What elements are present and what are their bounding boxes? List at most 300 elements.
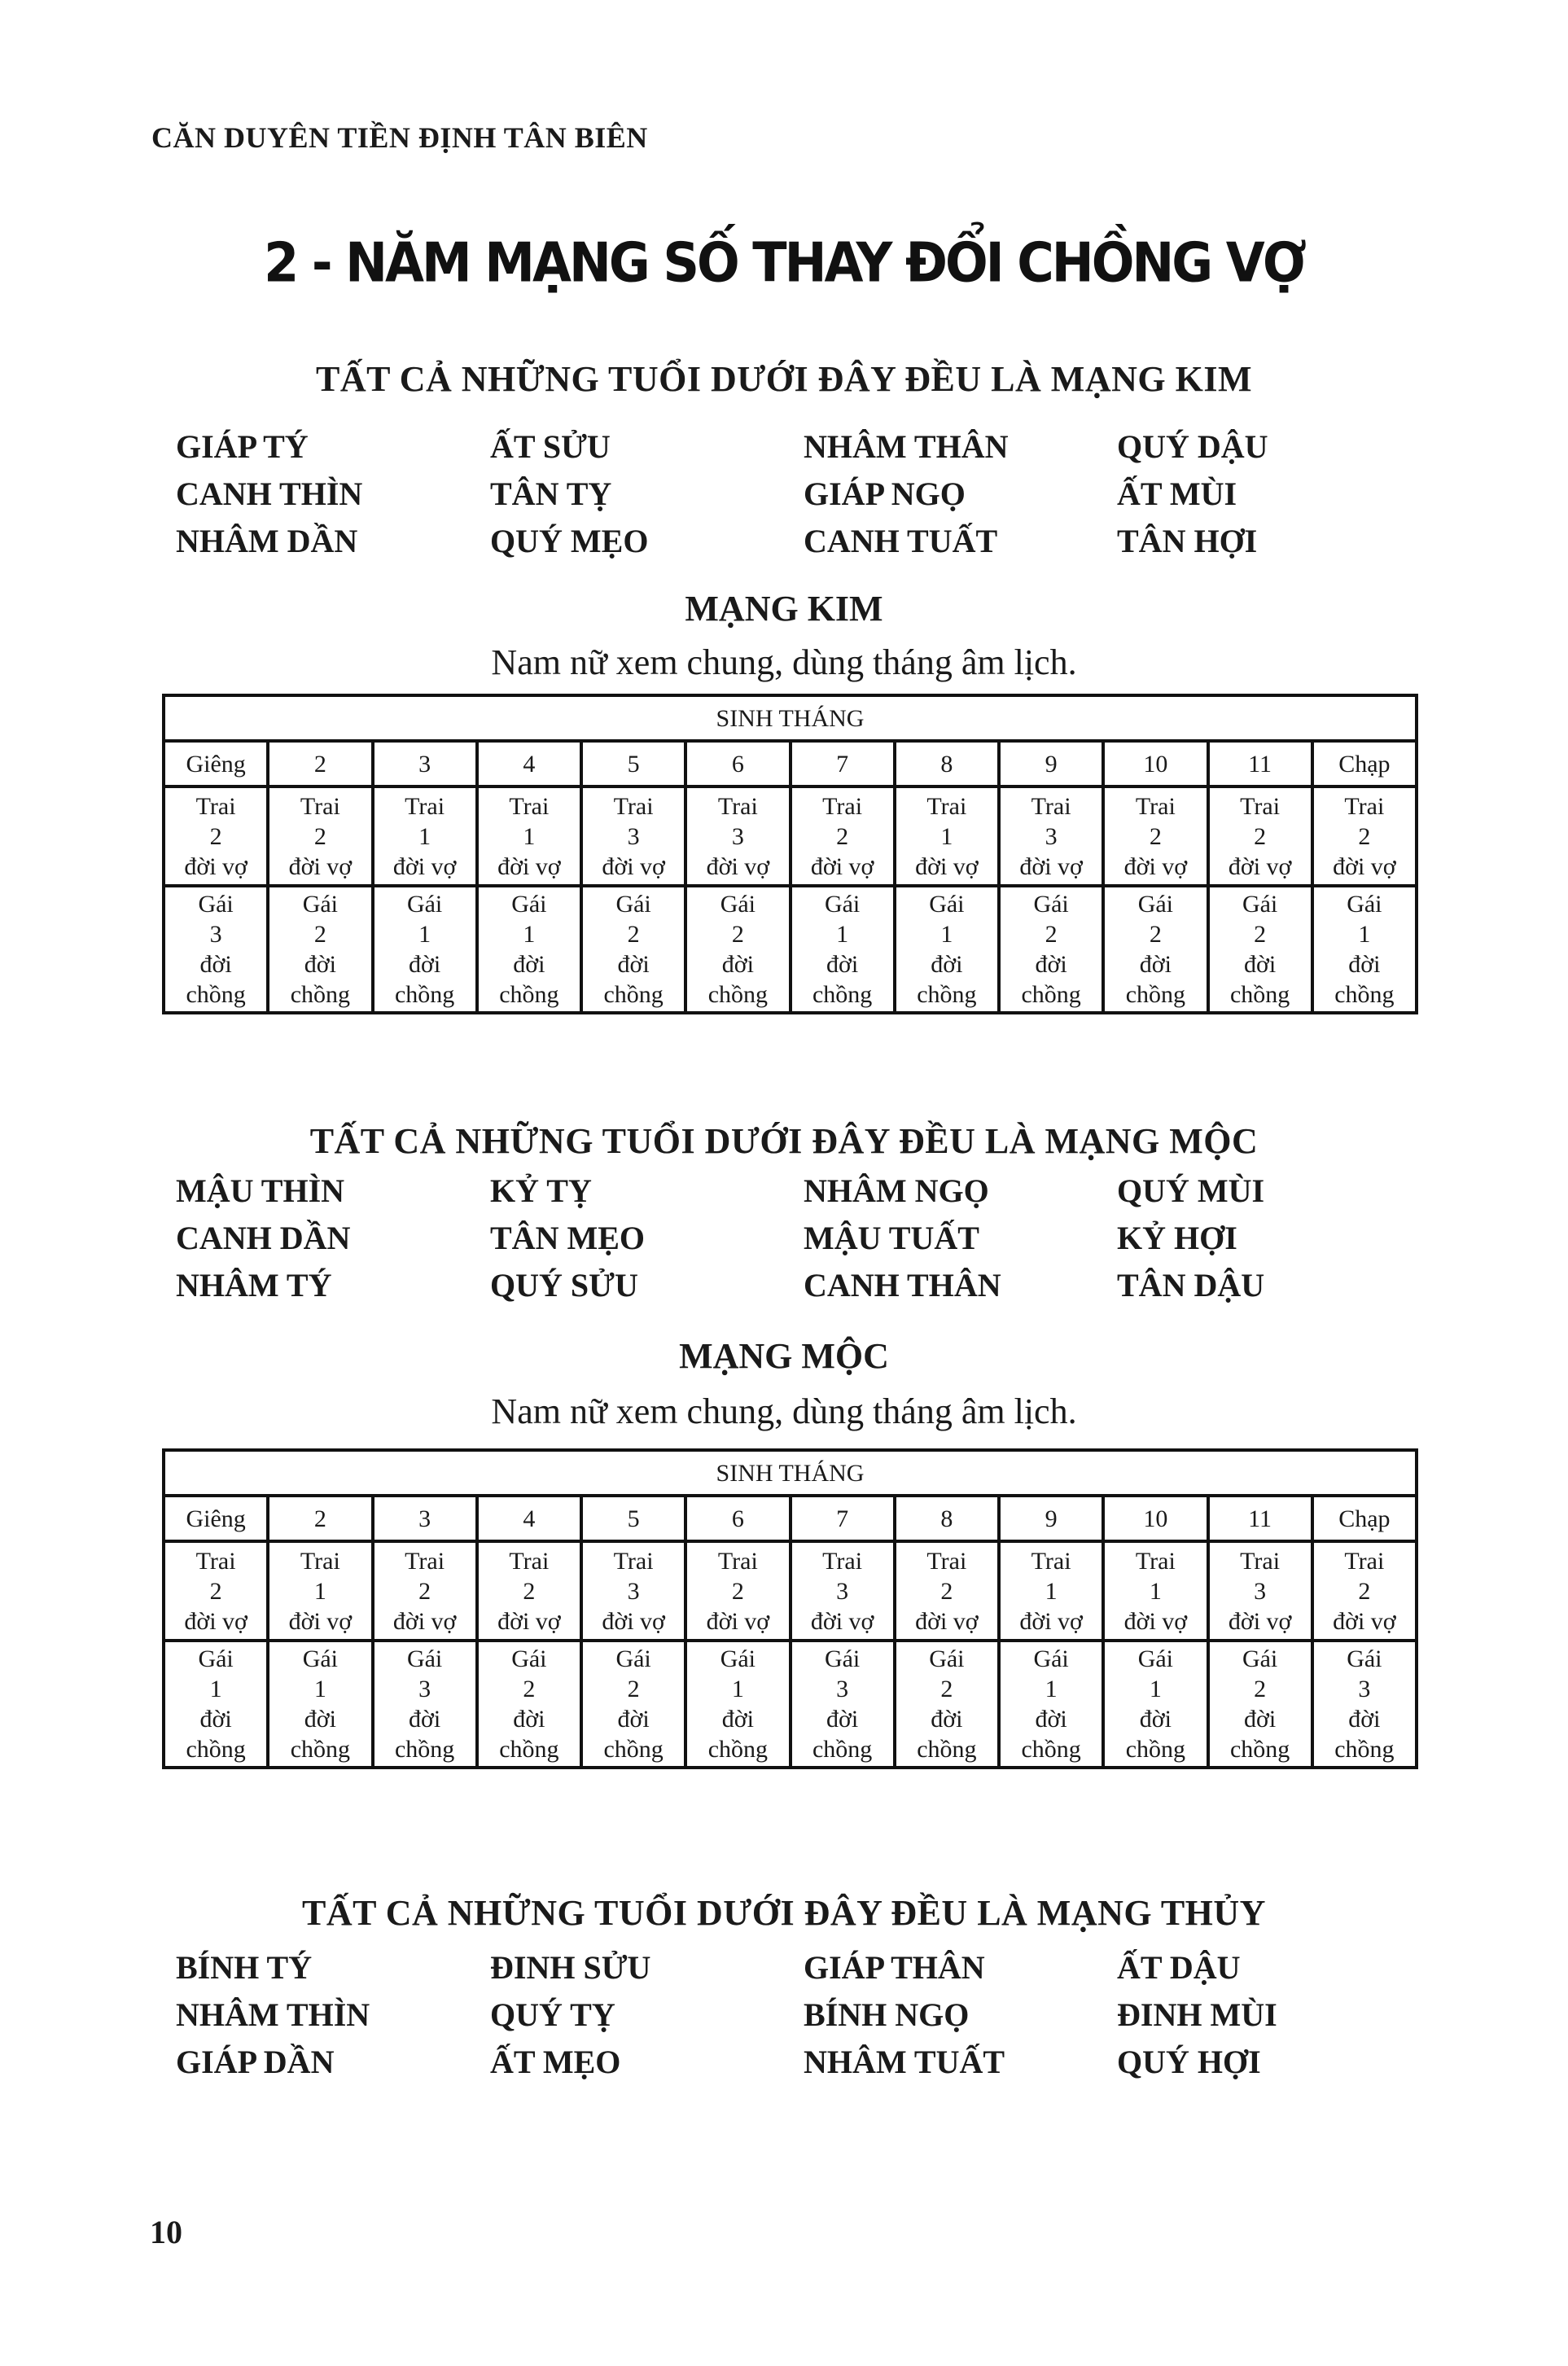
ages-row: [176, 427, 1446, 475]
husband-count: 2: [1254, 1676, 1267, 1702]
age-name: TÂN TỴ: [490, 475, 612, 512]
trai-cell: [164, 786, 268, 886]
age-name: NHÂM NGỌ: [804, 1172, 989, 1209]
gai-unit-2: chồng: [603, 1736, 664, 1763]
wife-count: 3: [731, 822, 744, 850]
husband-count: 1: [1358, 921, 1371, 948]
age-name: ẤT MẸO: [490, 2044, 621, 2080]
gai-cell: [1312, 1641, 1417, 1768]
husband-count: 1: [1045, 1676, 1058, 1702]
age-name: GIÁP TÝ: [176, 428, 309, 465]
gai-unit-1: đời: [1035, 1706, 1067, 1733]
age-name: BÍNH TÝ: [176, 1949, 313, 1986]
trai-label: Trai: [1135, 792, 1176, 820]
trai-unit: đời vợ: [1019, 1607, 1083, 1635]
ages-row: [176, 475, 1446, 522]
age-name: NHÂM TUẤT: [804, 2044, 1005, 2080]
trai-cell: [1312, 1541, 1417, 1641]
wife-count: 3: [836, 1577, 849, 1605]
age-name: TÂN DẬU: [1117, 1267, 1265, 1303]
gai-label: Gái: [1137, 1645, 1174, 1672]
month-cell: Giêng: [164, 741, 268, 786]
trai-unit: đời vợ: [1228, 852, 1292, 880]
month-cell: 9: [999, 1496, 1103, 1541]
sinh-thang-header: SINH THÁNG: [164, 695, 1417, 741]
months-row: [164, 1496, 1417, 1541]
trai-cell: [268, 786, 372, 886]
month-cell: 2: [268, 741, 372, 786]
gai-unit-2: chồng: [1125, 981, 1186, 1008]
sinh-thang-header: SINH THÁNG: [164, 1450, 1417, 1496]
gai-cell: [268, 1641, 372, 1768]
trai-label: Trai: [717, 1547, 758, 1575]
month-cell: 10: [1103, 1496, 1207, 1541]
age-name: TÂN MẸO: [490, 1220, 645, 1256]
gai-label: Gái: [824, 891, 861, 918]
wife-count: 2: [1254, 822, 1267, 850]
gai-label: Gái: [406, 891, 443, 918]
gai-cell: [895, 1641, 999, 1768]
husband-count: 2: [1149, 921, 1162, 948]
gai-unit-1: đời: [617, 1706, 650, 1733]
gai-cell: [581, 886, 685, 1013]
trai-unit: đời vợ: [1333, 852, 1396, 880]
age-name: ẤT SỬU: [490, 428, 611, 465]
wife-count: 2: [313, 822, 326, 850]
gai-unit-1: đời: [1348, 951, 1381, 978]
trai-label: Trai: [926, 1547, 967, 1575]
wife-count: 3: [1045, 822, 1058, 850]
husband-count: 2: [313, 921, 326, 948]
trai-unit: đời vợ: [602, 1607, 665, 1635]
gai-label: Gái: [198, 891, 234, 918]
ages-row: [176, 1948, 1446, 1996]
gai-unit-1: đời: [304, 951, 336, 978]
trai-label: Trai: [405, 1547, 445, 1575]
gai-unit-2: chồng: [1125, 1736, 1186, 1763]
trai-cell: [1312, 786, 1417, 886]
month-cell: 2: [268, 1496, 372, 1541]
gai-unit-1: đời: [199, 951, 232, 978]
month-cell: 3: [373, 741, 477, 786]
gai-unit-2: chồng: [917, 1736, 977, 1763]
gai-unit-1: đời: [826, 1706, 859, 1733]
trai-cell: [164, 1541, 268, 1641]
month-cell: Chạp: [1312, 741, 1417, 786]
month-cell: Chạp: [1312, 1496, 1417, 1541]
husband-count: 1: [1149, 1676, 1162, 1702]
month-cell: 11: [1208, 1496, 1312, 1541]
age-name: NHÂM THÂN: [804, 428, 1009, 465]
gai-unit-2: chồng: [812, 981, 873, 1008]
month-cell: 6: [685, 741, 790, 786]
wife-count: 1: [940, 822, 953, 850]
gai-label: Gái: [406, 1645, 443, 1672]
gai-cell: [895, 886, 999, 1013]
page-number: 10: [150, 2214, 182, 2250]
age-name: CANH THÂN: [804, 1267, 1001, 1303]
husband-count: 1: [313, 1676, 326, 1702]
table-subtitle-moc: Nam nữ xem chung, dùng tháng âm lịch.: [491, 1391, 1077, 1431]
trai-label: Trai: [509, 1547, 550, 1575]
wife-count: 2: [731, 1577, 744, 1605]
gai-unit-1: đời: [721, 951, 754, 978]
ages-row: [176, 1996, 1446, 2043]
trai-cell: [685, 1541, 790, 1641]
gai-cell: [268, 886, 372, 1013]
trai-unit: đời vợ: [1019, 852, 1083, 880]
trai-cell: [373, 786, 477, 886]
trai-cell: [1208, 786, 1312, 886]
age-name: QUÝ HỢI: [1117, 2044, 1261, 2080]
trai-unit: đời vợ: [288, 1607, 353, 1635]
age-name: NHÂM THÌN: [176, 1996, 370, 2033]
gai-unit-2: chồng: [707, 981, 769, 1008]
wife-count: 3: [1254, 1577, 1267, 1605]
gai-unit-2: chồng: [1334, 981, 1395, 1008]
age-name: BÍNH NGỌ: [804, 1996, 970, 2033]
age-name: KỶ TỴ: [490, 1172, 592, 1209]
gai-unit-1: đời: [513, 1706, 545, 1733]
trai-label: Trai: [822, 792, 863, 820]
trai-label: Trai: [195, 1547, 236, 1575]
gai-label: Gái: [1347, 1645, 1382, 1672]
trai-cell: [1103, 1541, 1207, 1641]
trai-cell: [895, 1541, 999, 1641]
trai-unit: đời vợ: [392, 852, 457, 880]
trai-label: Trai: [926, 792, 967, 820]
trai-cell: [1103, 786, 1207, 886]
wife-count: 2: [209, 822, 222, 850]
wife-count: 2: [418, 1577, 431, 1605]
trai-row: [164, 786, 1417, 886]
month-cell: 8: [895, 1496, 999, 1541]
gai-label: Gái: [511, 1645, 547, 1672]
month-cell: 5: [581, 741, 685, 786]
gai-unit-2: chồng: [186, 981, 246, 1008]
gai-cell: [791, 1641, 895, 1768]
trai-label: Trai: [1344, 1547, 1385, 1575]
gai-unit-1: đời: [1139, 951, 1172, 978]
trai-label: Trai: [613, 1547, 654, 1575]
gai-unit-1: đời: [721, 1706, 754, 1733]
gai-unit-1: đời: [931, 951, 963, 978]
trai-unit: đời vợ: [1123, 1607, 1188, 1635]
gai-unit-2: chồng: [1021, 1736, 1081, 1763]
age-name: CANH DẦN: [176, 1220, 351, 1256]
gai-unit-2: chồng: [1229, 981, 1290, 1008]
gai-unit-1: đời: [826, 951, 859, 978]
trai-cell: [477, 786, 581, 886]
wife-count: 2: [1358, 1577, 1371, 1605]
month-cell: 11: [1208, 741, 1312, 786]
age-name: ĐINH SỬU: [490, 1949, 651, 1986]
gai-cell: [164, 886, 268, 1013]
trai-cell: [581, 786, 685, 886]
gai-unit-2: chồng: [290, 1736, 351, 1763]
gai-label: Gái: [302, 891, 339, 918]
age-name: QUÝ MÙI: [1117, 1172, 1265, 1209]
month-cell: 4: [477, 741, 581, 786]
destiny-table-kim: [162, 694, 1418, 1014]
months-row: [164, 741, 1417, 786]
age-name: NHÂM DẦN: [176, 523, 358, 559]
gai-cell: [685, 886, 790, 1013]
gai-cell: [373, 1641, 477, 1768]
age-name: QUÝ MẸO: [490, 523, 649, 559]
gai-label: Gái: [1033, 1645, 1069, 1672]
chapter-title: 2 - NĂM MẠNG SỐ THAY ĐỔI CHỒNG VỢ: [264, 230, 1304, 295]
gai-label: Gái: [615, 891, 651, 918]
husband-count: 1: [731, 1676, 744, 1702]
gai-cell: [1208, 1641, 1312, 1768]
trai-cell: [373, 1541, 477, 1641]
section-heading-moc: TẤT CẢ NHỮNG TUỔI DƯỚI ĐÂY ĐỀU LÀ MẠNG MỘC: [309, 1121, 1259, 1161]
trai-unit: đời vợ: [915, 852, 979, 880]
husband-count: 2: [1045, 921, 1058, 948]
gai-unit-1: đời: [199, 1706, 232, 1733]
running-head: CĂN DUYÊN TIỀN ĐỊNH TÂN BIÊN: [151, 121, 648, 154]
trai-label: Trai: [300, 1547, 340, 1575]
gai-label: Gái: [824, 1645, 861, 1672]
wife-count: 1: [1045, 1577, 1058, 1605]
wife-count: 2: [1358, 822, 1371, 850]
trai-unit: đời vợ: [1123, 852, 1188, 880]
husband-count: 1: [836, 921, 849, 948]
gai-cell: [999, 886, 1103, 1013]
husband-count: 2: [627, 1676, 640, 1702]
gai-unit-1: đời: [1348, 1706, 1381, 1733]
trai-label: Trai: [300, 792, 340, 820]
age-name: MẬU TUẤT: [804, 1220, 979, 1256]
trai-unit: đời vợ: [497, 852, 561, 880]
trai-unit: đời vợ: [1228, 1607, 1292, 1635]
age-name: TÂN HỢI: [1117, 523, 1258, 559]
husband-count: 2: [731, 921, 744, 948]
gai-label: Gái: [615, 1645, 651, 1672]
gai-unit-2: chồng: [186, 1736, 246, 1763]
gai-unit-2: chồng: [1334, 1736, 1395, 1763]
gai-cell: [581, 1641, 685, 1768]
wife-count: 3: [627, 822, 640, 850]
section-heading-thuy: TẤT CẢ NHỮNG TUỔI DƯỚI ĐÂY ĐỀU LÀ MẠNG THỦY: [302, 1893, 1266, 1933]
trai-label: Trai: [1344, 792, 1385, 820]
gai-unit-2: chồng: [290, 981, 351, 1008]
trai-cell: [268, 1541, 372, 1641]
wife-count: 1: [1149, 1577, 1162, 1605]
gai-cell: [1208, 886, 1312, 1013]
table-title-kim: MẠNG KIM: [685, 589, 883, 629]
gai-unit-1: đời: [1139, 1706, 1172, 1733]
trai-cell: [895, 786, 999, 886]
husband-count: 1: [209, 1676, 222, 1702]
gai-unit-2: chồng: [394, 981, 455, 1008]
gai-label: Gái: [720, 891, 756, 918]
trai-unit: đời vợ: [706, 1607, 770, 1635]
gai-cell: [164, 1641, 268, 1768]
wife-count: 3: [627, 1577, 640, 1605]
trai-unit: đời vợ: [288, 852, 353, 880]
trai-cell: [999, 1541, 1103, 1641]
age-name: CANH THÌN: [176, 475, 363, 512]
table-title-moc: MẠNG MỘC: [679, 1336, 889, 1376]
table-subtitle-kim: Nam nữ xem chung, dùng tháng âm lịch.: [491, 642, 1077, 682]
husband-count: 2: [627, 921, 640, 948]
wife-count: 2: [1149, 822, 1162, 850]
age-name: NHÂM TÝ: [176, 1267, 332, 1303]
trai-row: [164, 1541, 1417, 1641]
age-name: KỶ HỢI: [1117, 1220, 1237, 1256]
ages-grid-thuy: [176, 1948, 1446, 2090]
month-cell: 5: [581, 1496, 685, 1541]
trai-cell: [999, 786, 1103, 886]
ages-row: [176, 522, 1446, 569]
husband-count: 1: [418, 921, 431, 948]
trai-label: Trai: [1240, 792, 1281, 820]
gai-label: Gái: [198, 1645, 234, 1672]
trai-cell: [1208, 1541, 1312, 1641]
header-row: [164, 695, 1417, 741]
ages-grid-kim: [176, 427, 1446, 569]
gai-unit-1: đời: [617, 951, 650, 978]
age-name: MẬU THÌN: [176, 1172, 345, 1209]
trai-cell: [791, 786, 895, 886]
gai-cell: [373, 886, 477, 1013]
gai-label: Gái: [302, 1645, 339, 1672]
trai-cell: [685, 786, 790, 886]
trai-cell: [581, 1541, 685, 1641]
gai-cell: [791, 886, 895, 1013]
gai-unit-1: đời: [1244, 951, 1277, 978]
age-name: QUÝ TỴ: [490, 1996, 615, 2033]
gai-label: Gái: [1347, 891, 1382, 918]
husband-count: 1: [940, 921, 953, 948]
wife-count: 1: [313, 1577, 326, 1605]
age-name: CANH TUẤT: [804, 523, 998, 559]
month-cell: 6: [685, 1496, 790, 1541]
age-name: QUÝ DẬU: [1117, 428, 1268, 465]
trai-label: Trai: [1031, 1547, 1071, 1575]
gai-row: [164, 1641, 1417, 1768]
husband-count: 2: [940, 1676, 953, 1702]
age-name: GIÁP THÂN: [804, 1949, 985, 1986]
gai-cell: [1312, 886, 1417, 1013]
gai-unit-2: chồng: [1021, 981, 1081, 1008]
gai-cell: [999, 1641, 1103, 1768]
month-cell: 7: [791, 741, 895, 786]
trai-label: Trai: [822, 1547, 863, 1575]
ages-row: [176, 1219, 1446, 1266]
trai-cell: [477, 1541, 581, 1641]
trai-unit: đời vợ: [706, 852, 770, 880]
gai-unit-2: chồng: [603, 981, 664, 1008]
trai-unit: đời vợ: [810, 852, 874, 880]
month-cell: 4: [477, 1496, 581, 1541]
gai-row: [164, 886, 1417, 1013]
gai-cell: [685, 1641, 790, 1768]
gai-cell: [1103, 1641, 1207, 1768]
gai-unit-1: đời: [409, 951, 441, 978]
husband-count: 2: [523, 1676, 536, 1702]
ages-row: [176, 1172, 1446, 1219]
header-row: [164, 1450, 1417, 1496]
trai-unit: đời vợ: [602, 852, 665, 880]
trai-label: Trai: [613, 792, 654, 820]
gai-unit-1: đời: [409, 1706, 441, 1733]
gai-label: Gái: [1033, 891, 1069, 918]
gai-cell: [477, 886, 581, 1013]
trai-label: Trai: [717, 792, 758, 820]
gai-label: Gái: [1242, 891, 1278, 918]
trai-label: Trai: [195, 792, 236, 820]
wife-count: 2: [523, 1577, 536, 1605]
month-cell: Giêng: [164, 1496, 268, 1541]
trai-label: Trai: [509, 792, 550, 820]
ages-grid-moc: [176, 1172, 1446, 1313]
gai-unit-1: đời: [931, 1706, 963, 1733]
husband-count: 1: [523, 921, 536, 948]
gai-label: Gái: [1242, 1645, 1278, 1672]
age-name: ẤT DẬU: [1117, 1949, 1241, 1986]
month-cell: 8: [895, 741, 999, 786]
husband-count: 3: [836, 1676, 849, 1702]
gai-unit-1: đời: [1035, 951, 1067, 978]
gai-label: Gái: [929, 1645, 965, 1672]
trai-unit: đời vợ: [810, 1607, 874, 1635]
age-name: ĐINH MÙI: [1117, 1996, 1277, 2033]
gai-label: Gái: [929, 891, 965, 918]
trai-label: Trai: [1031, 792, 1071, 820]
husband-count: 3: [418, 1676, 431, 1702]
gai-unit-2: chồng: [917, 981, 977, 1008]
age-name: GIÁP DẦN: [176, 2044, 335, 2080]
age-name: QUÝ SỬU: [490, 1267, 638, 1303]
gai-unit-2: chồng: [499, 981, 559, 1008]
wife-count: 1: [523, 822, 536, 850]
age-name: GIÁP NGỌ: [804, 475, 966, 512]
destiny-table-moc: [162, 1448, 1418, 1769]
trai-cell: [791, 1541, 895, 1641]
ages-row: [176, 2043, 1446, 2090]
gai-unit-2: chồng: [499, 1736, 559, 1763]
trai-unit: đời vợ: [915, 1607, 979, 1635]
husband-count: 2: [1254, 921, 1267, 948]
trai-unit: đời vợ: [497, 1607, 561, 1635]
section-heading-kim: TẤT CẢ NHỮNG TUỔI DƯỚI ĐÂY ĐỀU LÀ MẠNG KIM: [316, 359, 1252, 399]
month-cell: 3: [373, 1496, 477, 1541]
gai-unit-1: đời: [304, 1706, 336, 1733]
gai-unit-2: chồng: [1229, 1736, 1290, 1763]
gai-unit-2: chồng: [394, 1736, 455, 1763]
gai-label: Gái: [511, 891, 547, 918]
gai-unit-2: chồng: [812, 1736, 873, 1763]
trai-unit: đời vợ: [184, 852, 247, 880]
trai-unit: đời vợ: [392, 1607, 457, 1635]
gai-cell: [1103, 886, 1207, 1013]
gai-unit-2: chồng: [707, 1736, 769, 1763]
age-name: ẤT MÙI: [1117, 475, 1237, 512]
husband-count: 3: [1358, 1676, 1371, 1702]
gai-unit-1: đời: [513, 951, 545, 978]
month-cell: 10: [1103, 741, 1207, 786]
wife-count: 2: [836, 822, 849, 850]
gai-label: Gái: [1137, 891, 1174, 918]
trai-unit: đời vợ: [1333, 1607, 1396, 1635]
wife-count: 2: [940, 1577, 953, 1605]
trai-label: Trai: [1135, 1547, 1176, 1575]
trai-label: Trai: [1240, 1547, 1281, 1575]
wife-count: 2: [209, 1577, 222, 1605]
